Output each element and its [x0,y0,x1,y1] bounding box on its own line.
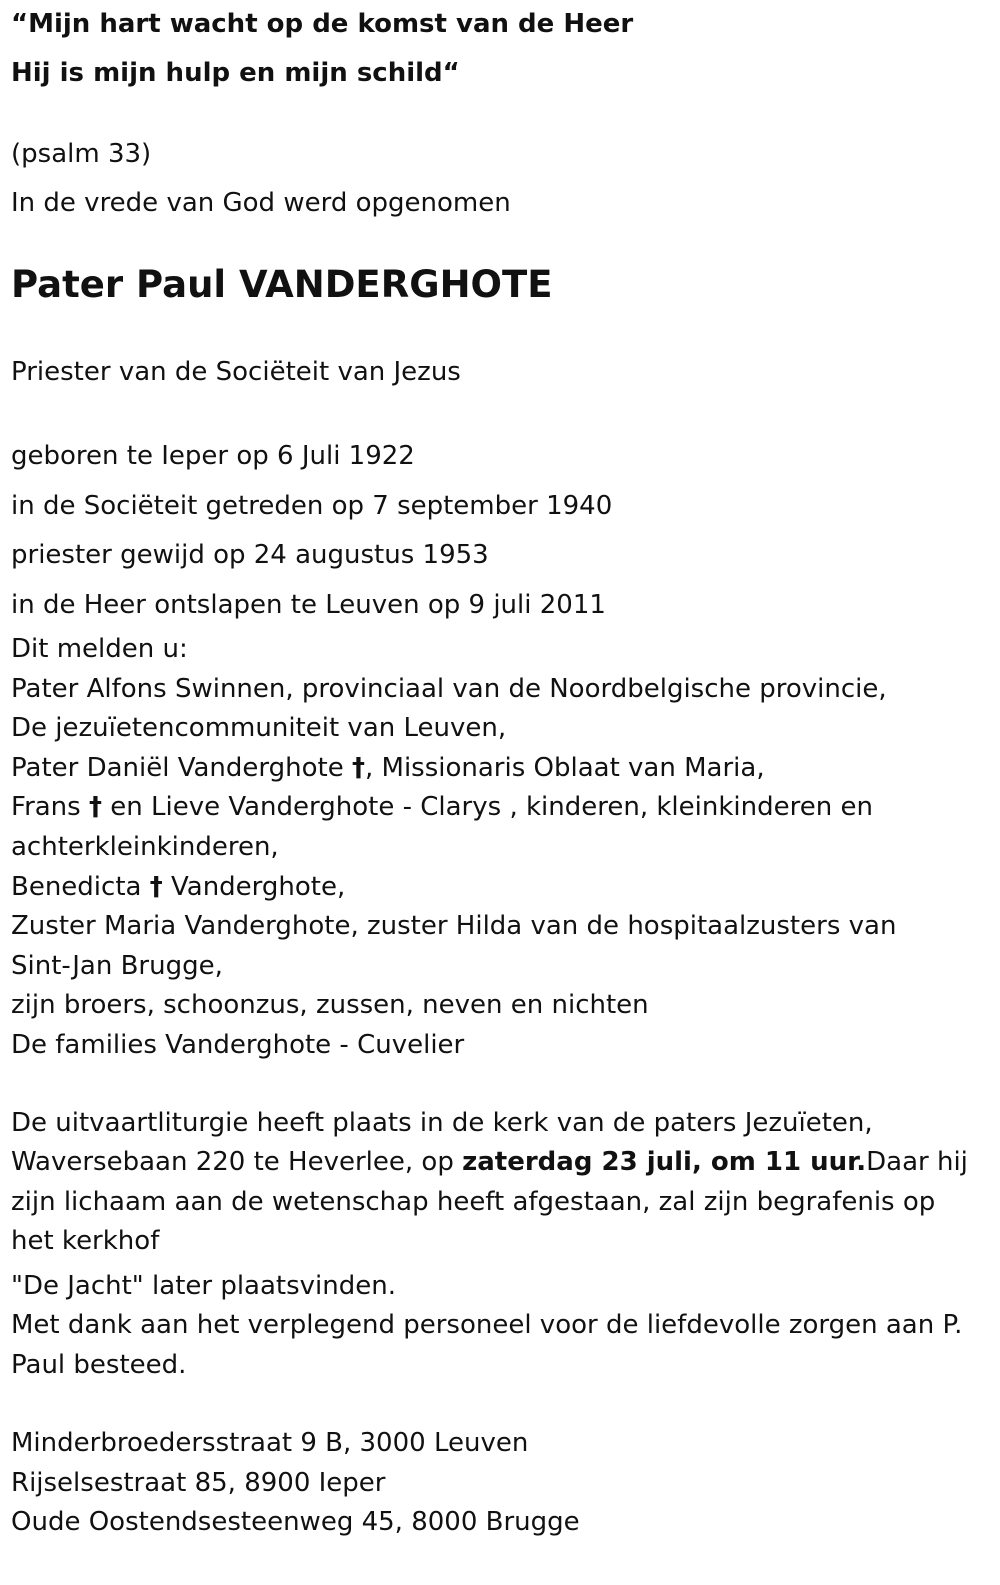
announce-line: zijn broers, schoonzus, zussen, neven en nichten [11,990,649,1021]
announce-line: Pater Alfons Swinnen, provinciaal van de Noordbelgische provincie, [11,673,887,704]
psalm-reference: (psalm 33) [11,139,152,169]
announce-line: Sint-Jan Brugge, [11,950,223,981]
life-dates [11,432,986,630]
announce-line [11,868,986,908]
funeral-text: Waversebaan 220 te Heverlee, op [11,1147,463,1178]
family-announcement [11,630,986,1066]
addresses [11,1424,986,1543]
announce-line: Zuster Maria Vanderghote, zuster Hilda van de hospitaalzusters van [11,911,897,942]
announce-text: Benedicta [11,871,150,902]
funeral-line [11,1143,986,1183]
funeral-cemetery: "De Jacht" later plaatsvinden. [11,1270,396,1301]
deceased-name: Pater Paul VANDERGHOTE [11,263,553,306]
announce-line: De families Vanderghote - Cuvelier [11,1029,465,1060]
announce-text: Frans [11,792,89,823]
date-death: in de Heer ontslapen te Leuven op 9 juli 2011 [11,589,606,620]
funeral-line: zijn lichaam aan de wetenschap heeft afgestaan, zal zijn begrafenis op [11,1186,936,1217]
funeral-line: het kerkhof [11,1226,160,1257]
funeral-details [11,1104,986,1386]
funeral-text: Daar hij [866,1147,968,1178]
announce-text: Vanderghote, [162,871,346,902]
funeral-datetime: zaterdag 23 juli, om 11 uur. [462,1147,867,1178]
quote-line-2: Hij is mijn hulp en mijn schild“ [11,58,460,88]
date-ordination: priester gewijd op 24 augustus 1953 [11,540,489,570]
address-line: Rijselsestraat 85, 8900 Ieper [11,1467,386,1498]
funeral-line: De uitvaartliturgie heeft plaats in de kerk van de paters Jezuïeten, [11,1107,873,1138]
announce-line: achterkleinkinderen, [11,831,279,862]
thanks-line: Met dank aan het verplegend personeel voor de liefdevolle zorgen aan P. [11,1310,963,1341]
intro-text: In de vrede van God werd opgenomen [11,188,511,218]
announce-line [11,788,986,828]
date-society: in de Sociëteit getreden op 7 september 1940 [11,490,613,521]
address-line: Minderbroedersstraat 9 B, 3000 Leuven [11,1428,529,1459]
quote-line-1: “Mijn hart wacht op de komst van de Heer [11,9,634,39]
deceased-role: Priester van de Sociëteit van Jezus [11,357,461,387]
cross-icon: † [351,752,365,783]
announce-text: Pater Daniël Vanderghote [11,752,352,783]
obituary-document [11,0,986,1543]
announce-line: De jezuïetencommuniteit van Leuven, [11,713,507,744]
thanks-line: Paul besteed. [11,1349,187,1380]
date-birth: geboren te Ieper op 6 Juli 1922 [11,441,415,471]
announce-heading: Dit melden u: [11,634,188,664]
announce-text: , Missionaris Oblaat van Maria, [364,752,765,783]
announce-text: en Lieve Vanderghote - Clarys , kinderen, kleinkinderen en [101,792,873,823]
cross-icon: † [149,871,163,902]
cross-icon: † [88,792,102,823]
announce-line [11,749,986,789]
psalm-quote [11,0,986,98]
address-line: Oude Oostendsesteenweg 45, 8000 Brugge [11,1507,580,1538]
